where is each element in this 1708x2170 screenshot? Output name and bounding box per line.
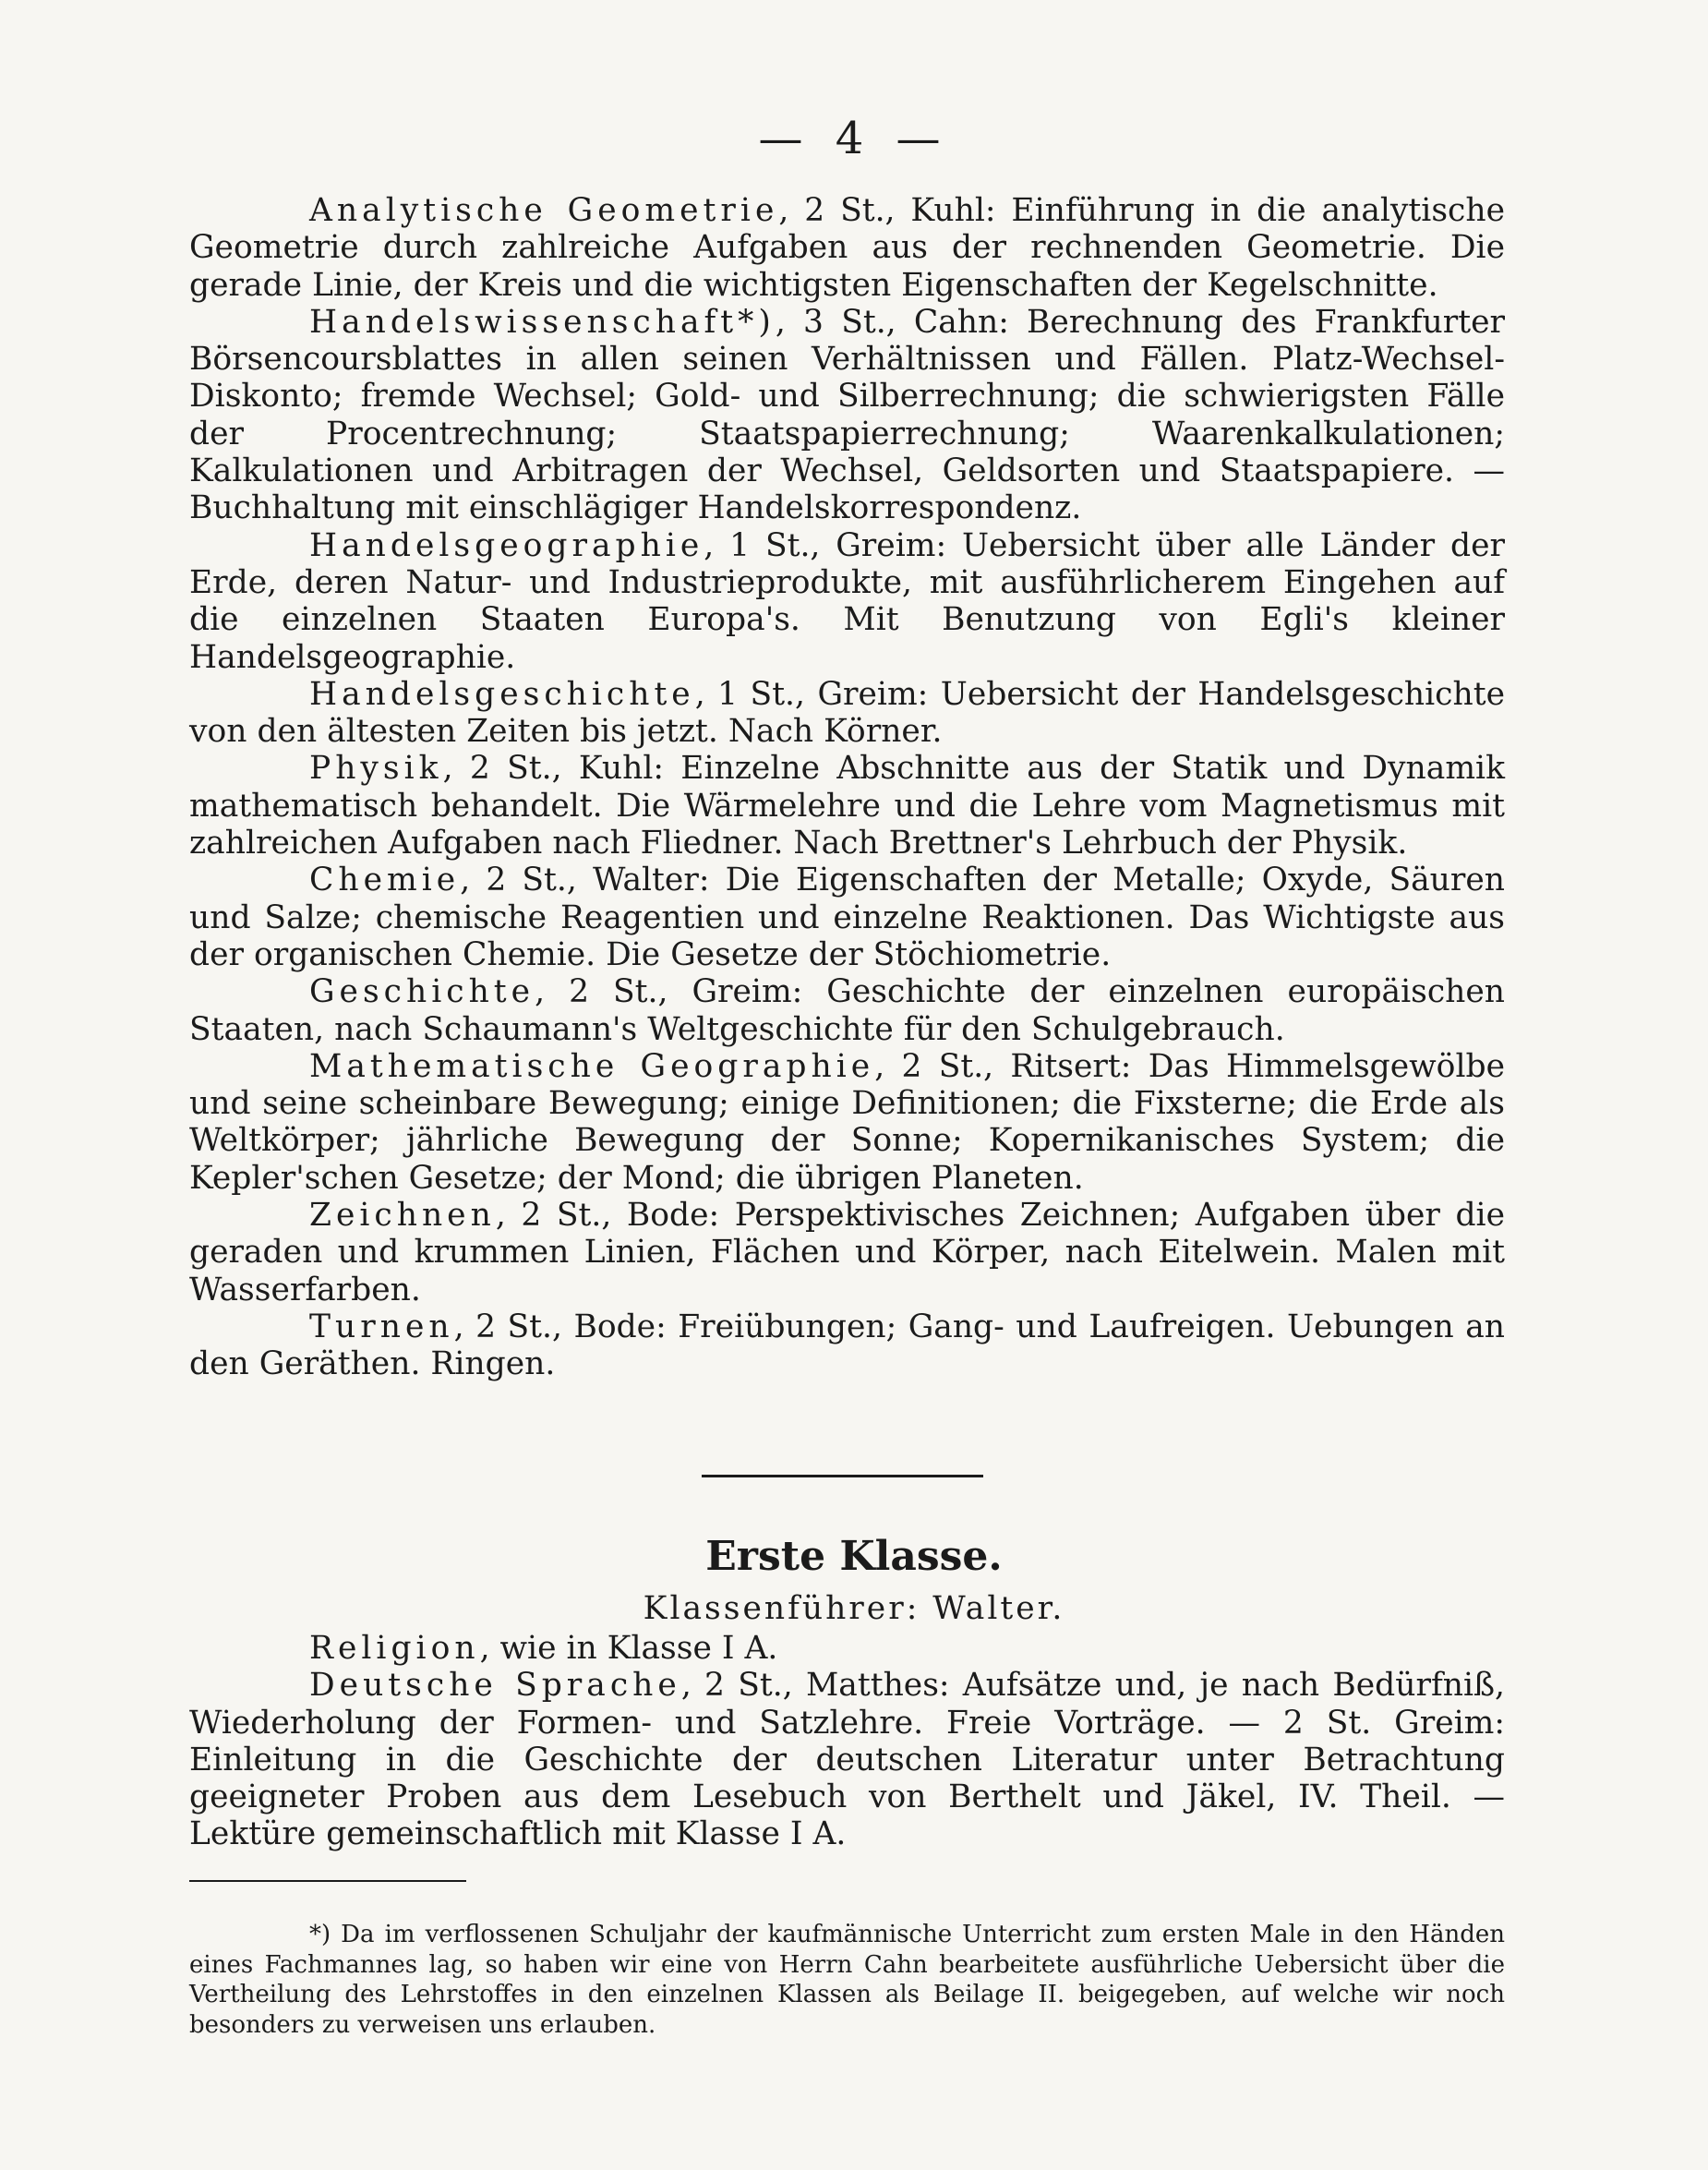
entry-text: , 2 St., Walter: Die Eigenschaften der Metalle; Oxyde, Säuren und Salze; chemische Reagentien und einzelne Reaktionen. Das Wichtigste aus der organischen Chemie. Die Gesetze der Stöchiometrie.: [189, 862, 1505, 973]
entry-handelsgeographie: [189, 527, 1505, 676]
entry-text: , 2 St., Bode: Perspektivisches Zeichnen; Aufgaben über die geraden und krummen Linien, Flächen und Körper, nach Eitelwein. Malen mit Wasserfarben.: [189, 1197, 1505, 1308]
entry-text: , 2 St., Kuhl: Einzelne Abschnitte aus der Statik und Dynamik mathematisch behandelt. Die Wärmelehre und die Lehre vom Magnetismus mit zahlreichen Aufgaben nach Fliedner. Nach Brettner's Lehrbuch der Physik.: [189, 750, 1505, 862]
entry-text: , 2 St., Kuhl: Einführung in die analytische Geometrie durch zahlreiche Aufgaben aus der rechnenden Geometrie. Die gerade Linie, der Kreis und die wichtigsten Eigenschaften der Kegelschnitte.: [189, 192, 1505, 304]
entry-deutsche-sprache: [189, 1667, 1505, 1852]
entry-heading: Physik: [309, 750, 443, 788]
entry-zeichnen: [189, 1197, 1505, 1308]
entry-text: , 1 St., Greim: Uebersicht über alle Länder der Erde, deren Natur- und Industrieprodukte, mit ausführlicherem Eingehen auf die einzelnen Staaten Europa's. Mit Benutzung von Egli's kleiner Handelsgeographie.: [189, 526, 1505, 676]
entry-text: , 2 St., Greim: Geschichte der einzelnen europäischen Staaten, nach Schaumann's Weltgeschichte für den Schulgebrauch.: [189, 973, 1505, 1048]
section-subject-list: [189, 1630, 1505, 1853]
entry-heading: Religion: [309, 1630, 480, 1667]
entry-heading: Geschichte: [309, 973, 535, 1011]
entry-heading: Handelsgeschichte: [309, 675, 695, 713]
entry-geschichte: [189, 973, 1505, 1048]
entry-heading: Mathematische Geographie: [309, 1047, 875, 1085]
entry-text: , 2 St., Matthes: Aufsätze und, je nach Bedürfniß, Wiederholung der Formen- und Satzlehre. Freie Vorträge. — 2 St. Greim: Einleitung in die Geschichte der deutschen Literatur unter Betrachtung geeigneter Proben aus dem Lesebuch von Berthelt und Jäkel, IV. Theil. — Lektüre gemeinschaftlich mit Klasse I A.: [189, 1667, 1505, 1853]
entry-analytische-geometrie: [189, 192, 1505, 304]
entry-text: , 2 St., Bode: Freiübungen; Gang- und Laufreigen. Uebungen an den Geräthen. Ringen.: [189, 1308, 1505, 1383]
entry-mathematische-geographie: [189, 1048, 1505, 1197]
entry-turnen: [189, 1308, 1505, 1383]
entry-heading: Zeichnen: [309, 1197, 496, 1235]
entry-text: , 3 St., Cahn: Berechnung des Frankfurter Börsencoursblattes in allen seinen Verhältnissen und Fällen. Platz-Wechsel-Diskonto; fremde Wechsel; Gold- und Silberrechnung; die schwierigsten Fälle der Procentrechnung; Staatspapierrechnung; Waarenkalkulationen; Kalkulationen und Arbitragen der Wechsel, Geldsorten und Staatspapiere. — Buchhaltung mit einschlägiger Handelskorrespondenz.: [189, 303, 1505, 527]
entry-handelsgeschichte: [189, 676, 1505, 751]
entry-heading: Chemie: [309, 862, 461, 899]
entry-text: , wie in Klasse I A.: [479, 1630, 778, 1667]
entry-religion: [189, 1630, 1505, 1667]
entry-heading: Deutsche Sprache: [309, 1667, 681, 1705]
entry-heading: Handelswissenschaft*): [309, 303, 776, 341]
footnote-rule: [189, 1880, 466, 1882]
entry-physik: [189, 750, 1505, 862]
page-number: — 4 —: [758, 113, 950, 164]
entry-heading: Handelsgeographie: [309, 526, 704, 564]
entry-chemie: [189, 862, 1505, 973]
entry-text: , 2 St., Ritsert: Das Himmelsgewölbe und seine scheinbare Bewegung; einige Definitionen; die Fixsterne; die Erde als Weltkörper; jährliche Bewegung der Sonne; Kopernikanisches System; die Kepler'schen Gesetze; der Mond; die übrigen Planeten.: [189, 1047, 1505, 1197]
section-subtitle: Klassenführer: Walter.: [643, 1590, 1065, 1627]
subject-list: [189, 192, 1505, 1383]
footnote: *) Da im verflossenen Schuljahr der kaufmännische Unterricht zum ersten Male in den Händen eines Fachmannes lag, so haben wir eine von Herrn Cahn bearbeitete ausführliche Uebersicht über die Vertheilung des Lehrstoffes in den einzelnen Klassen als Beilage II. beigegeben, auf welche wir noch besonders zu verweisen uns erlauben.: [189, 1921, 1505, 2039]
entry-text: , 1 St., Greim: Uebersicht der Handelsgeschichte von den ältesten Zeiten bis jetzt. Nach Körner.: [189, 675, 1505, 751]
section-title: Erste Klasse.: [705, 1533, 1003, 1580]
entry-heading: Turnen: [309, 1308, 454, 1345]
entry-handelswissenschaft: [189, 304, 1505, 527]
entry-heading: Analytische Geometrie: [309, 192, 779, 229]
section-divider: [702, 1475, 983, 1477]
